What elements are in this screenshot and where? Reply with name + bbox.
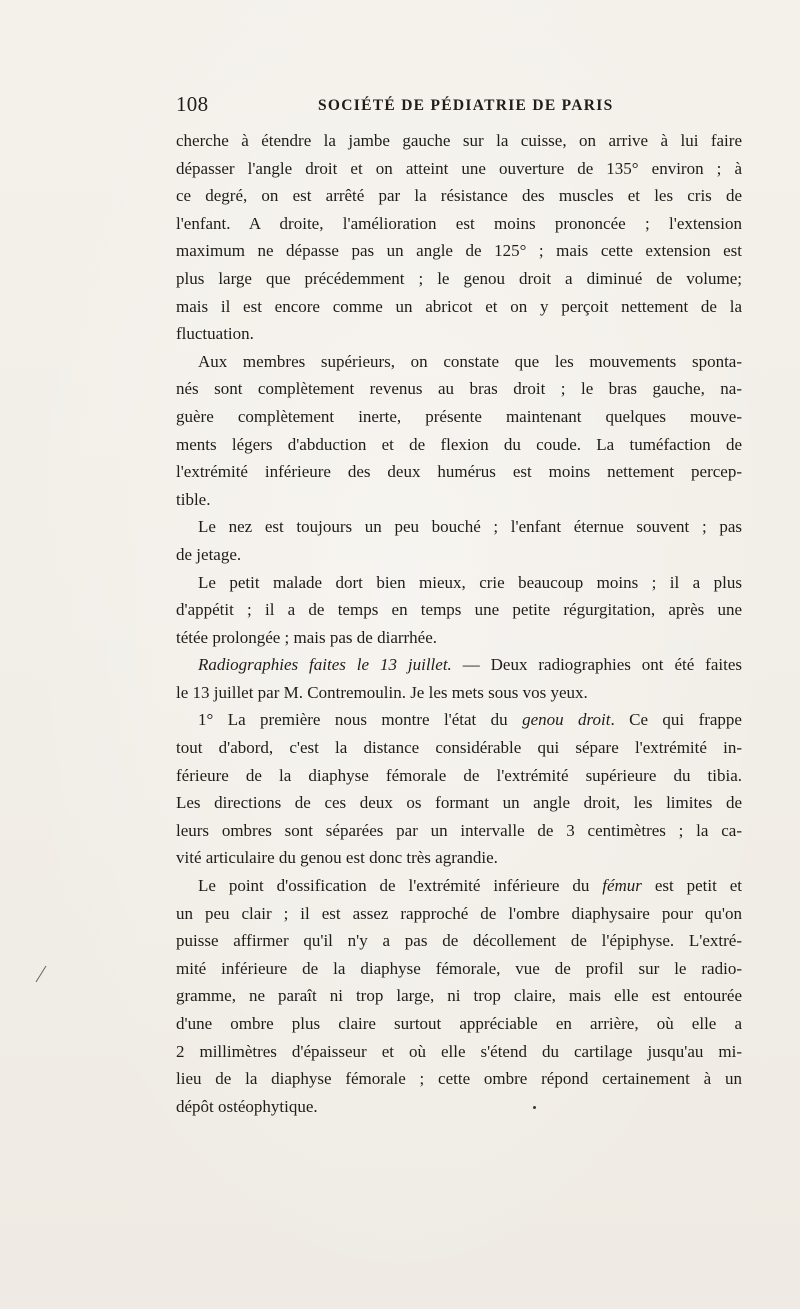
text-line: férieure de la diaphyse fémorale de l'extrémité supérieure du tibia. — [176, 765, 742, 785]
text-line: gramme, ne paraît ni trop large, ni trop claire, mais elle est entourée — [176, 986, 742, 1006]
text-line: tétée prolongée ; mais pas de diarrhée. — [176, 627, 438, 647]
text-line: dépôt ostéophytique. — [176, 1096, 318, 1116]
text-line: nés sont complètement revenus au bras droit ; le bras gauche, na- — [176, 379, 742, 399]
text-line: Aux membres supérieurs, on constate que les mouvements sponta- — [198, 351, 742, 371]
margin-pencil-mark — [34, 964, 48, 984]
text-line: ce degré, on est arrêté par la résistance des muscles et les cris de — [176, 186, 742, 206]
text-line: cherche à étendre la jambe gauche sur la cuisse, on arrive à lui faire — [176, 131, 742, 150]
text-line: d'appétit ; il a de temps en temps une petite régurgitation, après une — [176, 600, 742, 620]
page-number: 108 — [176, 92, 209, 116]
text-line: leurs ombres sont séparées par un intervalle de 3 centimètres ; la ca- — [176, 820, 742, 840]
radiographies-heading-line: Radiographies faites le 13 juillet. — Deux radiographies ont été faites — [198, 655, 742, 675]
text-line: Les directions de ces deux os formant un angle droit, les limites de — [176, 793, 742, 813]
text-line: vité articulaire du genou est donc très agrandie. — [176, 848, 498, 868]
genou-line: 1° La première nous montre l'état du genou droit. Ce qui frappe — [198, 710, 742, 730]
text-line: de jetage. — [176, 544, 242, 564]
running-title: SOCIÉTÉ DE PÉDIATRIE DE PARIS — [318, 97, 614, 114]
text-line: l'enfant. A droite, l'amélioration est moins prononcée ; l'extension — [176, 213, 742, 233]
text-line: guère complètement inerte, présente maintenant quelques mouve- — [176, 406, 742, 426]
text-line: Le petit malade dort bien mieux, crie beaucoup moins ; il a plus — [198, 572, 742, 592]
text-line: le 13 juillet par M. Contremoulin. Je les mets sous vos yeux. — [176, 682, 588, 702]
text-line: dépasser l'angle droit et on atteint une ouverture de 135° environ ; à — [176, 158, 742, 178]
text-line: puisse affirmer qu'il n'y a pas de décollement de l'épiphyse. L'extré- — [176, 931, 742, 951]
text-line: 2 millimètres d'épaisseur et où elle s'étend du cartilage jusqu'au mi- — [176, 1041, 742, 1061]
text-line: lieu de la diaphyse fémorale ; cette ombre répond certainement à un — [176, 1069, 742, 1089]
text-line: mais il est encore comme un abricot et on y perçoit nettement de la — [176, 296, 742, 316]
text-line: plus large que précédemment ; le genou droit a diminué de volume; — [176, 268, 742, 288]
text-line: un peu clair ; il est assez rapproché de l'ombre diaphysaire pour qu'on — [176, 903, 742, 923]
text-line: maximum ne dépasse pas un angle de 125° ; mais cette extension est — [176, 241, 742, 261]
text-line: d'une ombre plus claire surtout appréciable en arrière, où elle a — [176, 1014, 742, 1033]
text-line: tible. — [176, 489, 211, 509]
text-line: l'extrémité inférieure des deux humérus est moins nettement percep- — [176, 462, 742, 482]
ink-speck — [533, 1106, 536, 1109]
text-line: Le nez est toujours un peu bouché ; l'enfant éternue souvent ; pas — [198, 517, 742, 537]
text-line: ments légers d'abduction et de flexion du coude. La tuméfaction de — [176, 434, 742, 454]
text-line: tout d'abord, c'est la distance considérable qui sépare l'extrémité in- — [176, 738, 742, 758]
femur-line: Le point d'ossification de l'extrémité inférieure du fémur est petit et — [198, 876, 742, 896]
text-line: mité inférieure de la diaphyse fémorale, vue de profil sur le radio- — [176, 958, 742, 978]
page-header — [176, 88, 742, 122]
body-text — [176, 127, 742, 1120]
text-line: fluctuation. — [176, 324, 254, 344]
